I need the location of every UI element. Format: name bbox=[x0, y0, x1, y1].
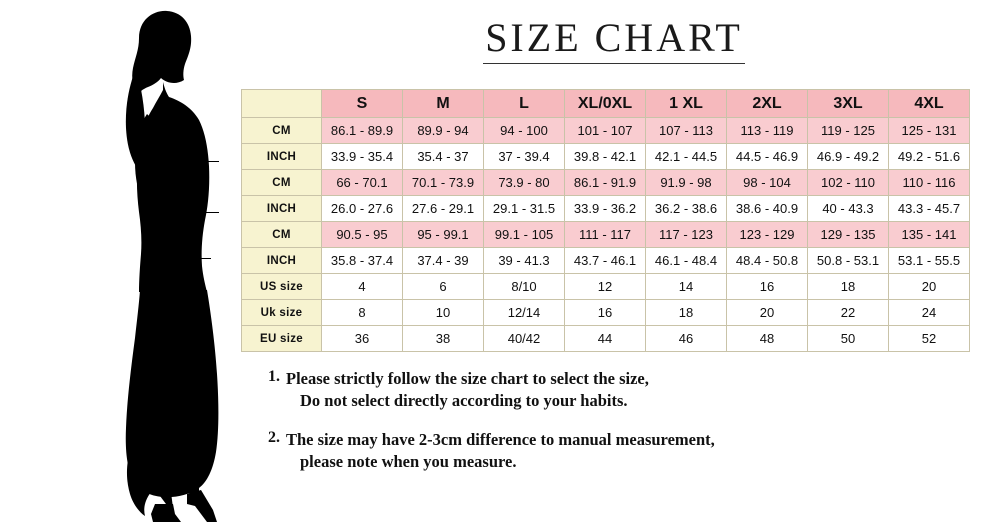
note-body bbox=[286, 429, 715, 474]
col-header-xl-0xl: XL/0XL bbox=[565, 90, 646, 118]
table-row bbox=[242, 300, 970, 326]
table-cell: 73.9 - 80 bbox=[484, 170, 565, 196]
table-cell: 6 bbox=[403, 274, 484, 300]
table-cell: 4 bbox=[322, 274, 403, 300]
table-cell: 94 - 100 bbox=[484, 118, 565, 144]
table-cell: 26.0 - 27.6 bbox=[322, 196, 403, 222]
table-cell: 8/10 bbox=[484, 274, 565, 300]
table-cell: 36 bbox=[322, 326, 403, 352]
table-cell: 129 - 135 bbox=[808, 222, 889, 248]
table-row bbox=[242, 144, 970, 170]
table-row bbox=[242, 196, 970, 222]
table-cell: 36.2 - 38.6 bbox=[646, 196, 727, 222]
table-cell: 40 - 43.3 bbox=[808, 196, 889, 222]
table-cell: 90.5 - 95 bbox=[322, 222, 403, 248]
table-row bbox=[242, 274, 970, 300]
table-cell: 16 bbox=[565, 300, 646, 326]
row-header: Uk size bbox=[242, 300, 322, 326]
table-cell: 125 - 131 bbox=[889, 118, 970, 144]
table-row bbox=[242, 248, 970, 274]
callout-bust bbox=[141, 146, 219, 162]
table-cell: 91.9 - 98 bbox=[646, 170, 727, 196]
table-cell: 48.4 - 50.8 bbox=[727, 248, 808, 274]
table-cell: 24 bbox=[889, 300, 970, 326]
table-cell: 20 bbox=[727, 300, 808, 326]
callout-bust-label: Bust fit bbox=[141, 146, 178, 160]
title-underline bbox=[483, 63, 745, 64]
callout-waist bbox=[141, 197, 219, 213]
table-cell: 86.1 - 91.9 bbox=[565, 170, 646, 196]
table-cell: 44.5 - 46.9 bbox=[727, 144, 808, 170]
callout-hip bbox=[145, 243, 211, 259]
table-cell: 66 - 70.1 bbox=[322, 170, 403, 196]
col-header-4xl: 4XL bbox=[889, 90, 970, 118]
table-cell: 8 bbox=[322, 300, 403, 326]
table-cell: 50 bbox=[808, 326, 889, 352]
note-line-1: The size may have 2-3cm difference to manual measurement, bbox=[286, 429, 715, 449]
table-cell: 123 - 129 bbox=[727, 222, 808, 248]
callout-waist-line bbox=[141, 212, 219, 213]
model-figure-area bbox=[0, 0, 240, 529]
table-cell: 35.8 - 37.4 bbox=[322, 248, 403, 274]
table-cell: 39 - 41.3 bbox=[484, 248, 565, 274]
table-cell: 135 - 141 bbox=[889, 222, 970, 248]
table-cell: 40/42 bbox=[484, 326, 565, 352]
size-chart-table bbox=[241, 89, 970, 352]
table-cell: 48 bbox=[727, 326, 808, 352]
table-cell: 110 - 116 bbox=[889, 170, 970, 196]
table-cell: 12/14 bbox=[484, 300, 565, 326]
table-cell: 33.9 - 35.4 bbox=[322, 144, 403, 170]
callout-hip-label: Hip fit bbox=[145, 243, 176, 257]
table-cell: 10 bbox=[403, 300, 484, 326]
row-header: INCH bbox=[242, 196, 322, 222]
table-cell: 53.1 - 55.5 bbox=[889, 248, 970, 274]
note-line-2: Do not select directly according to your habits. bbox=[300, 391, 628, 411]
table-row bbox=[242, 222, 970, 248]
callout-hip-line bbox=[145, 258, 211, 259]
note-item bbox=[262, 368, 962, 413]
table-cell: 37.4 - 39 bbox=[403, 248, 484, 274]
row-header: CM bbox=[242, 170, 322, 196]
table-cell: 29.1 - 31.5 bbox=[484, 196, 565, 222]
table-cell: 111 - 117 bbox=[565, 222, 646, 248]
table-cell: 98 - 104 bbox=[727, 170, 808, 196]
table-cell: 20 bbox=[889, 274, 970, 300]
table-cell: 37 - 39.4 bbox=[484, 144, 565, 170]
note-item bbox=[262, 429, 962, 474]
col-header-3xl: 3XL bbox=[808, 90, 889, 118]
callout-bust-line bbox=[141, 161, 219, 162]
table-cell: 38 bbox=[403, 326, 484, 352]
table-cell: 39.8 - 42.1 bbox=[565, 144, 646, 170]
callout-waist-label: Waist fit bbox=[141, 197, 184, 211]
note-number: 1. bbox=[268, 368, 280, 385]
table-cell: 113 - 119 bbox=[727, 118, 808, 144]
table-cell: 46.1 - 48.4 bbox=[646, 248, 727, 274]
col-header-s: S bbox=[322, 90, 403, 118]
notes-section bbox=[262, 368, 962, 489]
table-cell: 86.1 - 89.9 bbox=[322, 118, 403, 144]
note-number: 2. bbox=[268, 428, 280, 446]
table-cell: 38.6 - 40.9 bbox=[727, 196, 808, 222]
table-header-row bbox=[242, 90, 970, 118]
col-header-m: M bbox=[403, 90, 484, 118]
table-cell: 99.1 - 105 bbox=[484, 222, 565, 248]
table-cell: 42.1 - 44.5 bbox=[646, 144, 727, 170]
page-title-block bbox=[240, 16, 988, 64]
row-header: US size bbox=[242, 274, 322, 300]
table-cell: 22 bbox=[808, 300, 889, 326]
col-header-1xl: 1 XL bbox=[646, 90, 727, 118]
col-header-2xl: 2XL bbox=[727, 90, 808, 118]
page-title: SIZE CHART bbox=[485, 15, 743, 60]
table-cell: 16 bbox=[727, 274, 808, 300]
table-cell: 44 bbox=[565, 326, 646, 352]
table-cell: 12 bbox=[565, 274, 646, 300]
table-corner-cell bbox=[242, 90, 322, 118]
size-chart-table-wrap bbox=[241, 89, 970, 352]
table-row bbox=[242, 170, 970, 196]
row-header: INCH bbox=[242, 248, 322, 274]
table-row bbox=[242, 326, 970, 352]
row-header: CM bbox=[242, 118, 322, 144]
table-cell: 70.1 - 73.9 bbox=[403, 170, 484, 196]
table-cell: 117 - 123 bbox=[646, 222, 727, 248]
table-cell: 52 bbox=[889, 326, 970, 352]
table-cell: 89.9 - 94 bbox=[403, 118, 484, 144]
note-body bbox=[286, 368, 649, 413]
table-cell: 102 - 110 bbox=[808, 170, 889, 196]
table-cell: 14 bbox=[646, 274, 727, 300]
table-cell: 107 - 113 bbox=[646, 118, 727, 144]
row-header: EU size bbox=[242, 326, 322, 352]
table-cell: 50.8 - 53.1 bbox=[808, 248, 889, 274]
woman-silhouette-icon bbox=[95, 8, 245, 523]
table-row bbox=[242, 118, 970, 144]
col-header-l: L bbox=[484, 90, 565, 118]
note-line-2: please note when you measure. bbox=[300, 451, 517, 471]
table-cell: 35.4 - 37 bbox=[403, 144, 484, 170]
note-line-1: Please strictly follow the size chart to select the size, bbox=[286, 369, 649, 388]
table-cell: 101 - 107 bbox=[565, 118, 646, 144]
table-cell: 43.3 - 45.7 bbox=[889, 196, 970, 222]
table-cell: 95 - 99.1 bbox=[403, 222, 484, 248]
table-cell: 119 - 125 bbox=[808, 118, 889, 144]
table-cell: 27.6 - 29.1 bbox=[403, 196, 484, 222]
row-header: INCH bbox=[242, 144, 322, 170]
table-cell: 46.9 - 49.2 bbox=[808, 144, 889, 170]
table-cell: 33.9 - 36.2 bbox=[565, 196, 646, 222]
table-cell: 46 bbox=[646, 326, 727, 352]
table-cell: 18 bbox=[646, 300, 727, 326]
table-cell: 18 bbox=[808, 274, 889, 300]
table-cell: 49.2 - 51.6 bbox=[889, 144, 970, 170]
row-header: CM bbox=[242, 222, 322, 248]
table-cell: 43.7 - 46.1 bbox=[565, 248, 646, 274]
